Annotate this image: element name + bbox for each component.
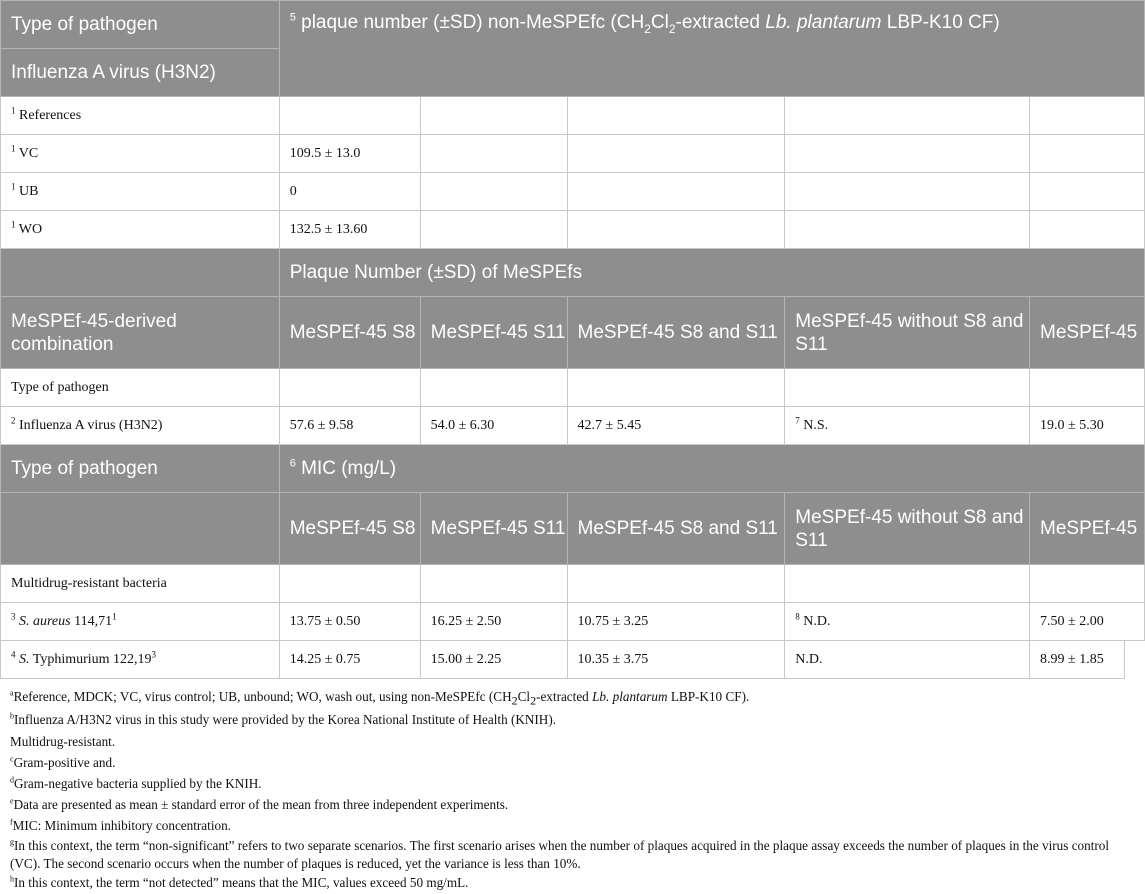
row-label: $^1$ UB [1,173,280,211]
row-value: 0 [279,173,420,211]
table-row [1,97,1145,135]
section2-title: Plaque Number (±SD) of MeSPEfs [279,249,1144,297]
section1-plaque-header: $^5$ plaque number (±SD) non-MeSPEfc ($CH_2Cl_2$-extracted Lb. plantarum LBP-K10 CF) [279,1,1144,97]
row-value: 13.75 ± 0.50 [279,603,420,641]
row-value: 57.6 ± 9.58 [279,407,420,445]
row-value: 7.50 ± 2.00 [1030,603,1145,641]
column-header: MeSPEf-45 without S8 and S11 [785,297,1030,369]
section2-blank-header [1,249,280,297]
column-header: MeSPEf-45 S8 and S11 [567,297,785,369]
row-label: $^2$ Influenza A virus (H3N2) [1,407,280,445]
row-value: N.D. [785,641,1030,679]
section1-pathogen-name: Influenza A virus (H3N2) [1,49,280,97]
column-header: MeSPEf-45 without S8 and S11 [785,493,1030,565]
table-row [1,369,1145,407]
row-label: Multidrug-resistant bacteria [1,565,280,603]
table-row [1,603,1145,641]
footnote-c: $^c$Gram-positive and. [10,754,116,770]
row-value: $^7$ N.S. [785,407,1030,445]
row-label: $^1$ VC [1,135,280,173]
row-value: 109.5 ± 13.0 [279,135,420,173]
footnote-h: $^h$In this context, the term “not detected” means that the MIC, values exceed 50 mg/mL. [10,874,469,890]
row-value: 132.5 ± 13.60 [279,211,420,249]
row-value: 8.99 ± 1.85 [1030,641,1125,679]
table-row [1,173,1145,211]
column-header: MeSPEf-45 S11 [420,297,567,369]
column-header: MeSPEf-45 S11 [420,493,567,565]
row-label: $^1$ WO [1,211,280,249]
column-header: MeSPEf-45 S8 [279,297,420,369]
row-value [279,97,420,135]
row-value: 54.0 ± 6.30 [420,407,567,445]
footnote-b: $^b$Influenza A/H3N2 virus in this study were provided by the Korea National Institute of Health (KNIH). [10,711,557,727]
table-row [1,407,1145,445]
footnote-d: $^d$Gram-negative bacteria supplied by the KNIH. [10,775,262,791]
footnote-plain: Multidrug-resistant. [10,734,116,749]
row-label: $^1$ References [1,97,280,135]
section3-mic-header: $^6$ MIC (mg/L) [279,445,1144,493]
row-label: $^3$ S. aureus 114,71$^1$ [1,603,280,641]
row-label: Type of pathogen [1,369,280,407]
footnote-f: $^f$MIC: Minimum inhibitory concentration. [10,817,231,833]
row-value: 19.0 ± 5.30 [1030,407,1145,445]
section3-blank-header [1,493,280,565]
footnote-g: $^g$In this context, the term “non-significant” refers to two separate scenarios. The first scenario arises when the number of plaques acquired in the plaque assay exceeds the number of plaques in the virus control (VC). The second scenario occurs when the number of plaques is reduced, yet the variance is less than 10%. [10,837,1110,871]
footnote-a: $^a$Reference, MDCK; VC, virus control; UB, unbound; WO, wash out, using non-MeSPEfc ($CH_2Cl_2$-extracted Lb. plantarum LBP-K10 CF). [10,688,750,708]
row-value: 14.25 ± 0.75 [279,641,420,679]
column-header: MeSPEf-45 [1030,297,1145,369]
column-header: MeSPEf-45 S8 and S11 [567,493,785,565]
table-row [1,135,1145,173]
section3-pathogen-type-header: Type of pathogen [1,445,280,493]
row-value: $^8$ N.D. [785,603,1030,641]
column-header: MeSPEf-45 S8 [279,493,420,565]
row-value: 10.75 ± 3.25 [567,603,785,641]
table-row [1,565,1145,603]
table-row [1,641,1145,679]
row-value: 16.25 ± 2.50 [420,603,567,641]
row-label: $^4$ S. Typhimurium 122,19$^3$ [1,641,280,679]
section1-pathogen-type-header: Type of pathogen [1,1,280,49]
row-value: 10.35 ± 3.75 [567,641,785,679]
table-row [1,211,1145,249]
column-header: MeSPEf-45 [1030,493,1145,565]
row-value: 15.00 ± 2.25 [420,641,567,679]
row-value: 42.7 ± 5.45 [567,407,785,445]
footnote-e: $^e$Data are presented as mean ± standard error of the mean from three independent experiments. [10,796,509,812]
section2-combo-label: MeSPEf-45-derived combination [1,297,280,369]
